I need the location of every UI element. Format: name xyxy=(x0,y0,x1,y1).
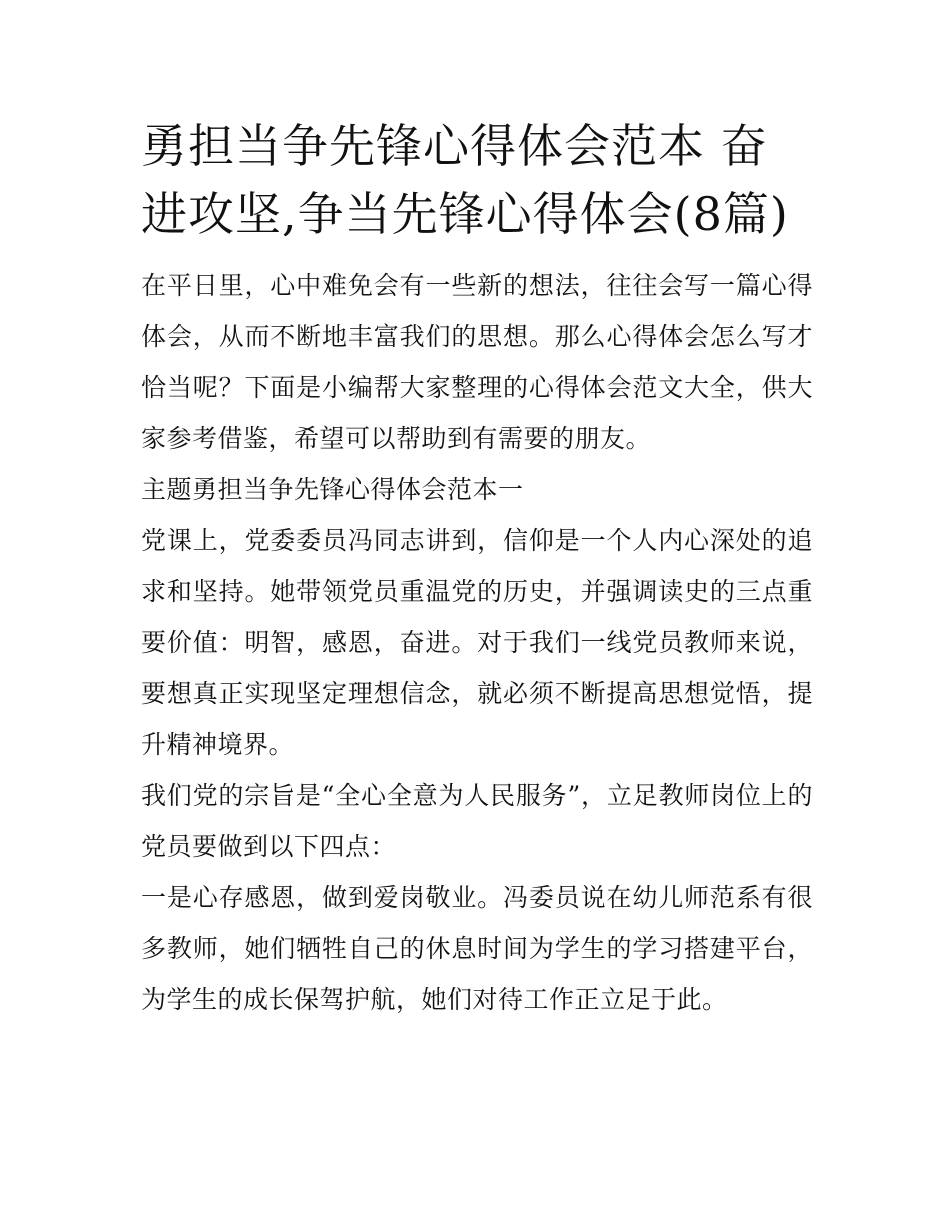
intro-paragraph: 在平日里，心中难免会有一些新的想法，往往会写一篇心得体会，从而不断地丰富我们的思想。那么心得体会怎么写才恰当呢？下面是小编帮大家整理的心得体会范文大全，供大家参考借鉴，希望可以帮助到有需要的朋友。 xyxy=(141,271,813,453)
section-heading: 主题勇担当争先锋心得体会范本一 xyxy=(141,475,524,504)
body-paragraph: 我们党的宗旨是“全心全意为人民服务”，立足教师岗位上的党员要做到以下四点： xyxy=(141,781,813,861)
body-paragraph: 一是心存感恩，做到爱岗敬业。冯委员说在幼儿师范系有很多教师，她们牺牲自己的休息时间为学生的学习搭建平台，为学生的成长保驾护航，她们对待工作正立足于此。 xyxy=(141,883,813,1014)
document-title: 勇担当争先锋心得体会范本 奋进攻坚,争当先锋心得体会(8篇) xyxy=(141,119,789,241)
document-body xyxy=(141,112,813,1025)
body-paragraph: 党课上，党委委员冯同志讲到，信仰是一个人内心深处的追求和坚持。她带领党员重温党的历史，并强调读史的三点重要价值：明智，感恩，奋进。对于我们一线党员教师来说，要想真正实现坚定理想信念，就必须不断提高思想觉悟，提升精神境界。 xyxy=(141,526,813,759)
